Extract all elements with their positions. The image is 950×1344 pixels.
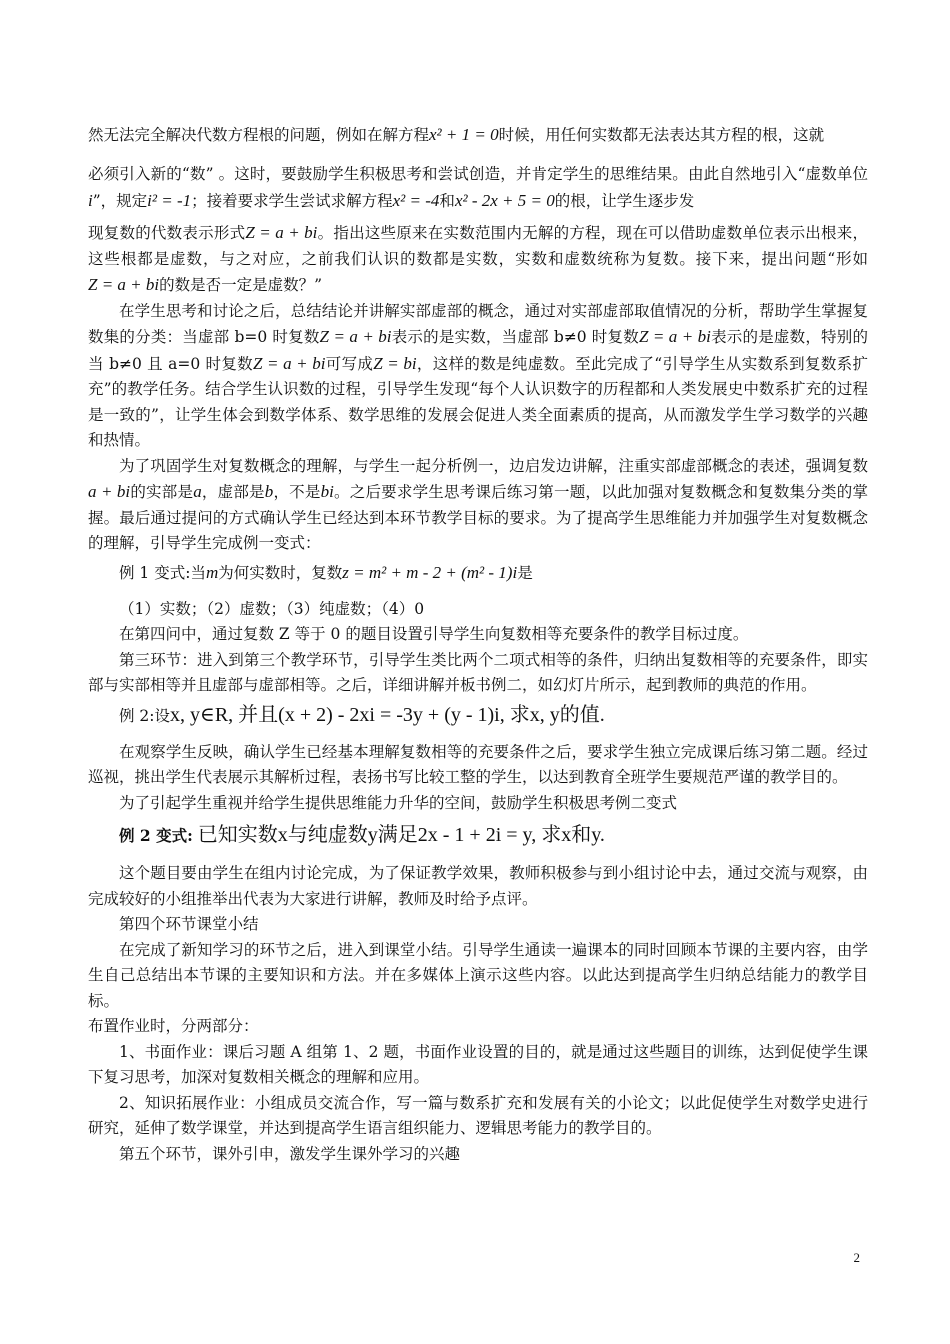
equation: x² + 1 = 0 [429, 125, 499, 144]
example-1-variant [88, 557, 868, 589]
text: 为何实数时，复数 [218, 563, 343, 582]
text: 在学生思考和讨论之后，总结结论并讲解实部虚部的概念，通过对实部虚部取值情况的分析，帮助学生掌握复数集的分类：当虚部 b=0 时复数 [88, 301, 868, 346]
text: 。指出这些原来在实数范围内无解的方程，现在可以借助虚数单位表示出根来，这些根都是虚数，与之对应，之前我们认识的数都是实数，实数和虚数统称为复数。接下来，提出问题“形如 [88, 224, 868, 268]
equation: bi [320, 482, 334, 501]
text: 然无法完全解决代数方程根的问题，例如在解方程 [88, 126, 430, 144]
paragraph-intro-cont [88, 162, 868, 214]
section-summary-title: 第四个环节课堂小结 [119, 915, 259, 933]
text: 的实部是 [130, 483, 194, 501]
equation: b [264, 482, 274, 501]
equation: a + bi [88, 482, 131, 501]
page-number: 2 [853, 1250, 860, 1265]
example-label: 例 2 变式: [119, 826, 193, 845]
equation: z = m² + m - 2 + (m² - 1)i [342, 562, 518, 582]
equation: Z = a + bi [319, 327, 392, 346]
text: 和 [439, 191, 455, 210]
homework-written: 1、书面作业：课后习题 A 组第 1、2 题，书面作业设置的目的，就是通过这些题目的训练，达到促使学生课下复习思考，加深对复数相关概念的理解和应用。 [88, 1042, 868, 1086]
homework-extension: 2、知识拓展作业：小组成员交流合作，写一篇与数系扩充和发展有关的小论文；以此促使学生对数学史进行研究，延伸了数学课堂，并达到提高学生语言组织能力、逻辑思考能力的教学目的。 [88, 1093, 868, 1137]
paragraph-group-discussion: 这个题目要由学生在组内讨论完成，为了保证教学效果，教师积极参与到小组讨论中去，通过交流与观察，由完成较好的小组推举出代表为大家进行讲解，教师及时给予点评。 [88, 864, 868, 908]
paragraph-intro [88, 118, 868, 152]
equation: x² = -4 [392, 190, 440, 210]
equation: i [88, 190, 93, 210]
text: ，不是 [273, 483, 321, 501]
document-body [88, 118, 868, 1167]
section-fifth-step: 第五个环节，课外引申，激发学生课外学习的兴趣 [119, 1144, 461, 1163]
paragraph-homework: 布置作业时，分两部分： [88, 1017, 259, 1035]
text: 必须引入新的“数” 。这时，要鼓励学生积极思考和尝试创造，并肯定学生的思维结果。由此自然地引入 [88, 165, 798, 183]
paragraph-summary: 在完成了新知学习的环节之后，进入到课堂小结。引导学生通读一遍课本的同时回顾本节课的主要内容，由学生自己总结出本节课的主要知识和方法。并在多媒体上演示这些内容。以此达到提高学生归纳总结能力的教学目标。 [88, 940, 868, 1010]
text: 的数是否一定是虚数？” [159, 276, 323, 294]
text: “虚数单位 [797, 165, 868, 183]
paragraph-observe: 在观察学生反映，确认学生已经基本理解复数相等的充要条件之后，要求学生独立完成课后练习第二题。经过巡视，挑出学生代表展示其解析过程，表扬书写比较工整的学生，以达到教育全班学生要规范严谨的教学目的。 [88, 742, 868, 786]
text: 可写成 [325, 354, 374, 373]
paragraph-real-imag [88, 299, 868, 454]
paragraph-variant-intro: 为了引起学生重视并给学生提供思维能力升华的空间，鼓励学生积极思考例二变式 [119, 793, 678, 812]
equation: i² = -1 [147, 190, 192, 210]
equation: 已知实数x与纯虚数y满足2x - 1 + 2i = y, 求x和y. [197, 824, 605, 846]
text: 的根，让学生逐步发 [554, 191, 695, 210]
example-2-variant [88, 816, 868, 855]
text: 时候，用任何实数都无法表达其方程的根，这就 [498, 126, 825, 144]
text: 例 1 变式:当 [119, 563, 206, 582]
text: ，这样的数是纯虚数。至此完成了“引导学生从实数系到复数系扩充”的教学任务。结合学生认识数的过程，引导学生发现“每个人认识数字的历程都和人类发展史中数系扩充的过程是一致的”，让学生体会到数学体系、数学思维的发展会促进人类全面素质的提高，从而激发学生学习数学的兴趣和热情。 [88, 354, 868, 449]
equation: Z = a + bi [88, 275, 160, 294]
equation: Z = a + bi [253, 353, 326, 373]
equation: x² - 2x + 5 = 0 [454, 190, 555, 210]
text: 表示的是虚数，特别的当 b≠0 且 a=0 时复数 [88, 328, 868, 373]
equation: Z = a + bi [638, 327, 711, 346]
text: 现复数的代数表示形式 [88, 224, 246, 242]
text: 是 [517, 563, 533, 582]
equation: a [193, 482, 202, 501]
equation: Z = a + bi [245, 223, 318, 242]
text: ，虚部是 [201, 483, 265, 501]
paragraph-third-step: 第三环节：进入到第三个教学环节，引导学生类比两个二项式相等的条件，归纳出复数相等的充要条件，即实部与实部相等并且虚部与虚部相等。之后，详细讲解并板书例二，如幻灯片所示，起到教师的典范的作用。 [88, 650, 868, 694]
example-2 [88, 699, 868, 732]
equation: m [205, 562, 219, 582]
paragraph-intro-end [88, 220, 868, 299]
text: 为了巩固学生对复数概念的理解，与学生一起分析例一，边启发边讲解，注重实部虚部概念的表述，强调复数 [119, 456, 868, 475]
paragraph-fourth-question: 在第四问中，通过复数 Z 等于 0 的题目设置引导学生向复数相等充要条件的教学目标过度。 [119, 625, 749, 643]
paragraph-consolidate [88, 454, 868, 557]
text: 。之后要求学生思考课后练习第一题，以此加强对复数概念和复数集分类的掌握。最后通过提问的方式确认学生已经达到本环节教学目标的要求。为了提高学生思维能力并加强学生对复数概念的理解，引导学生完成例一变式： [88, 483, 868, 552]
text: 例 2:设 [119, 706, 171, 725]
equation: Z = bi [373, 353, 417, 373]
text: ；接着要求学生尝试求解方程 [191, 191, 393, 210]
example-1-options: （1）实数；（2）虚数；（3）纯虚数；（4）0 [119, 599, 425, 618]
equation: x, y∈R, 并且(x + 2) - 2xi = -3y + (y - 1)i, 求x, y的值. [170, 703, 605, 726]
text: ”，规定 [92, 191, 148, 210]
text: 表示的是实数，当虚部 b≠0 时复数 [391, 328, 639, 346]
